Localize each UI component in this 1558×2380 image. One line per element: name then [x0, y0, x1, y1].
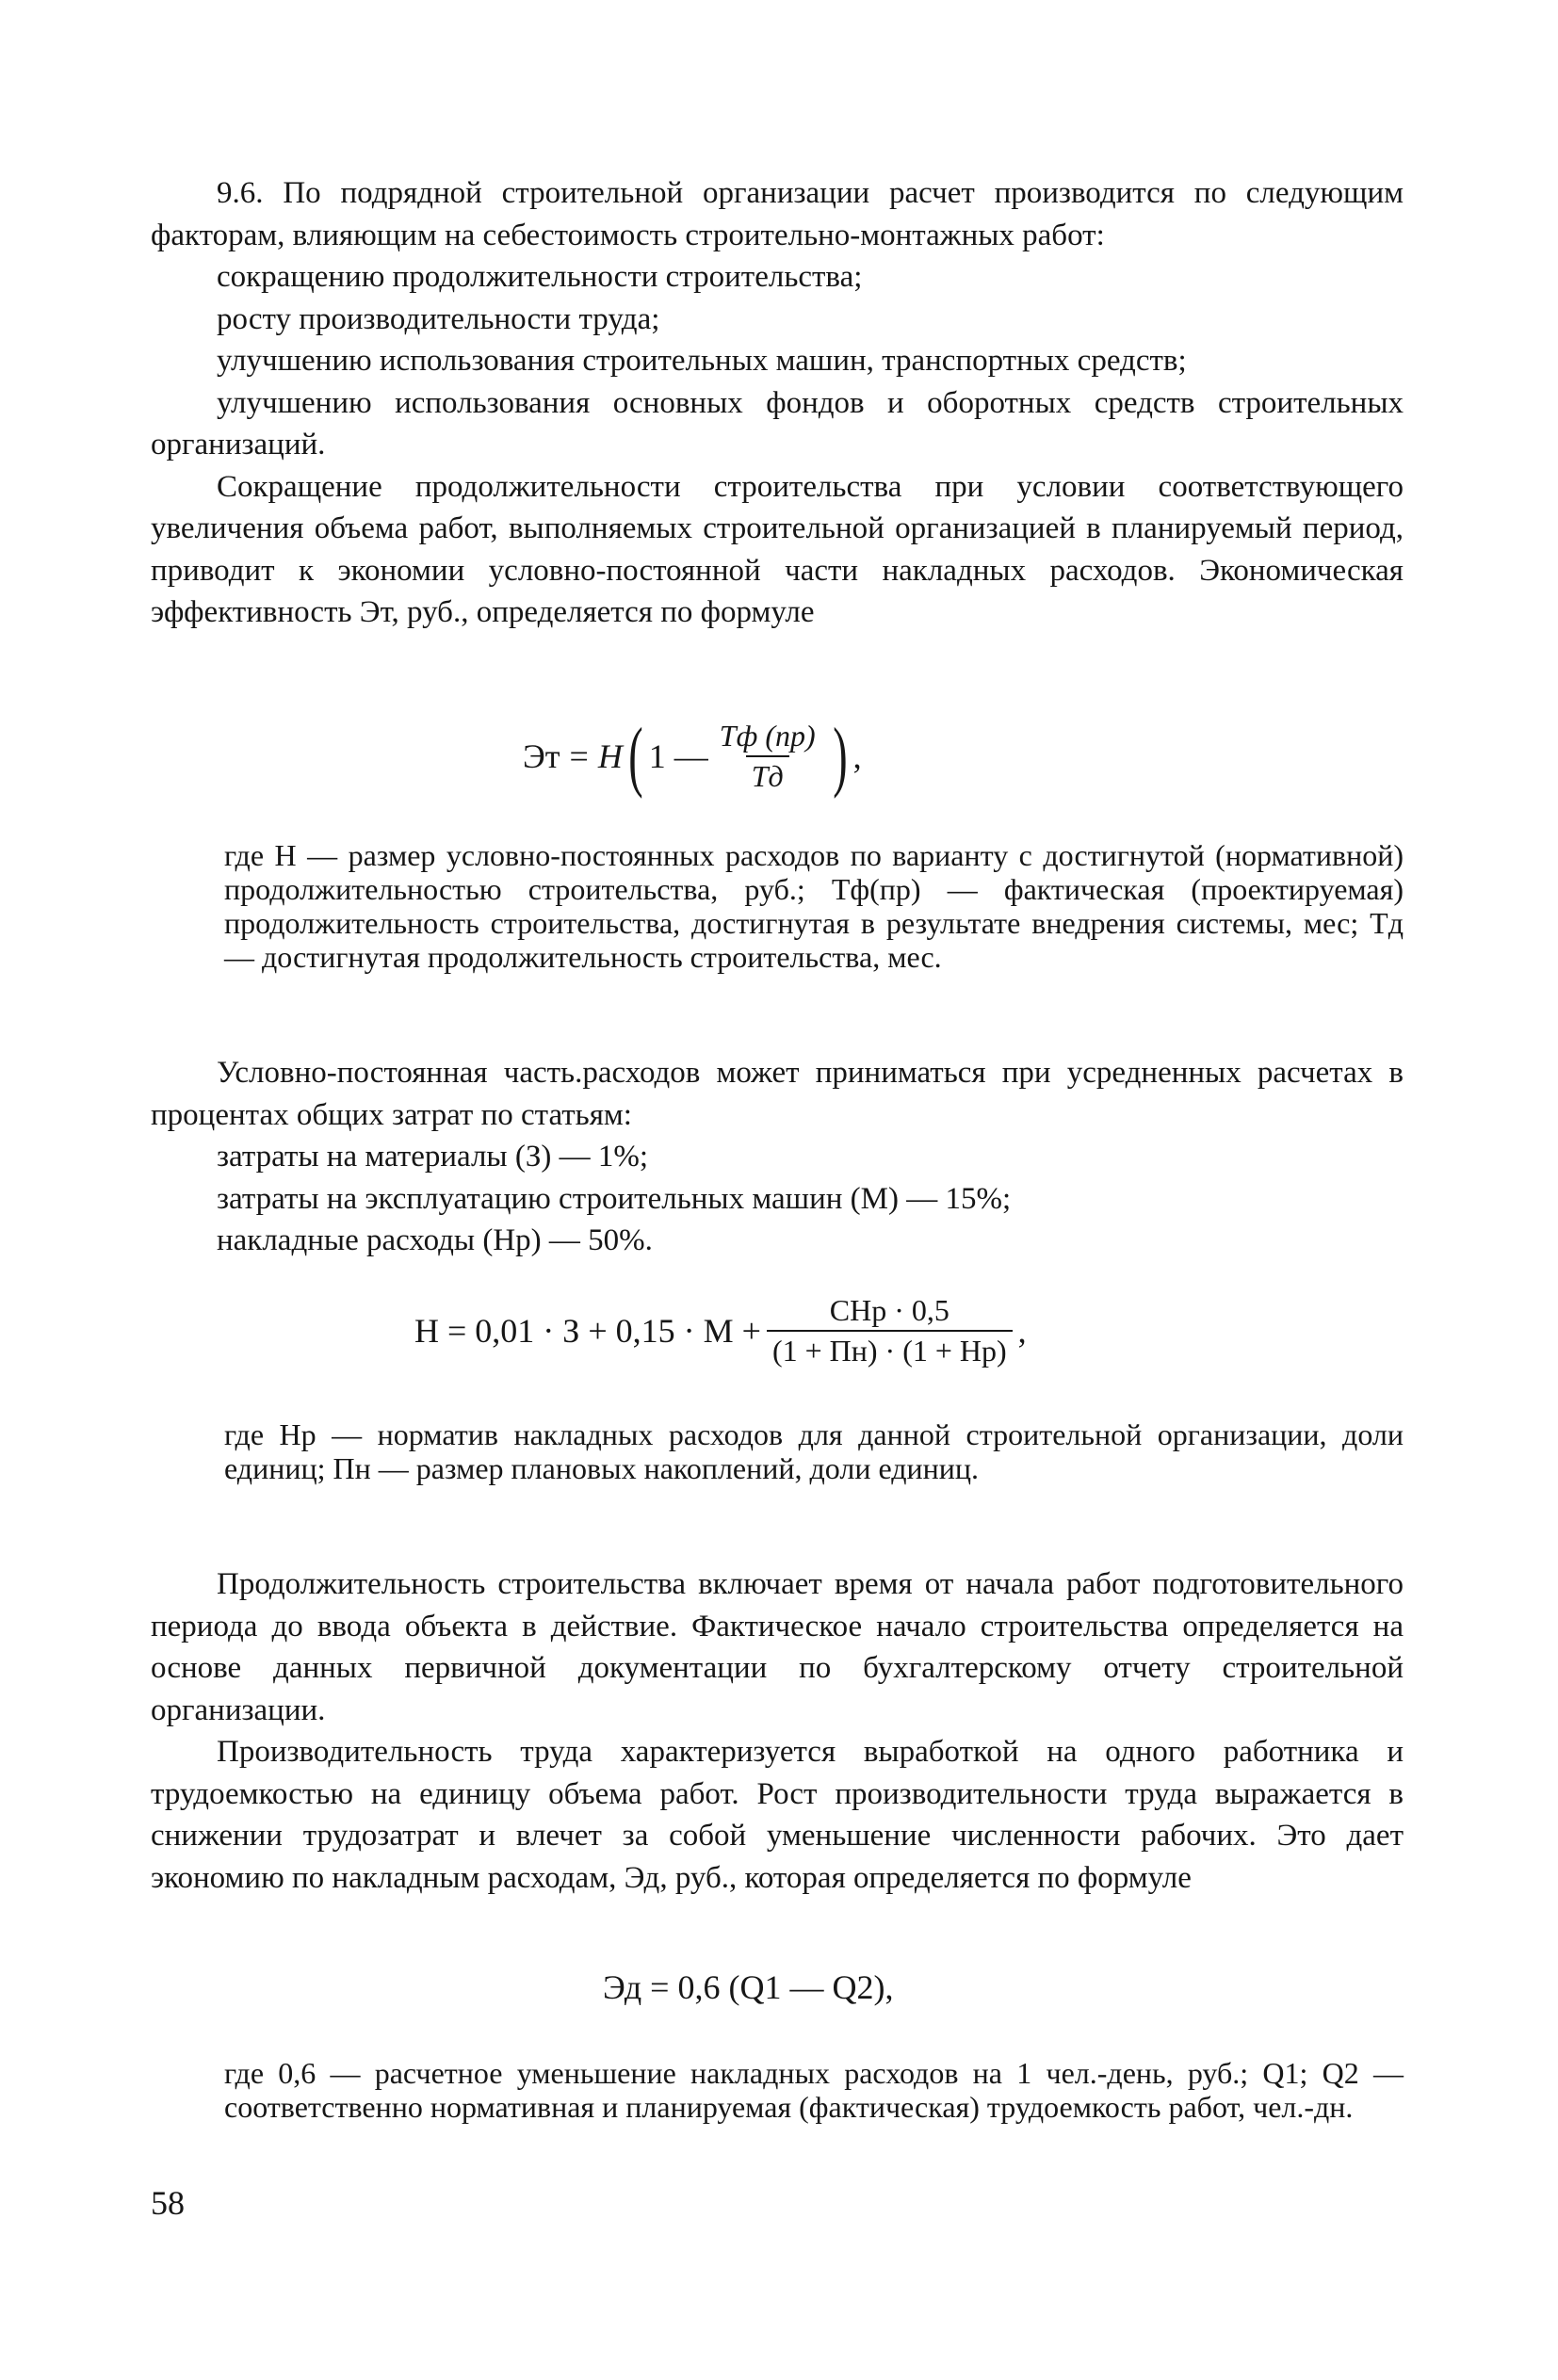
- list-item: улучшению использования основных фондов и оборотных средств строительных организаций.: [151, 385, 1404, 461]
- formula-tail: ,: [1017, 1312, 1027, 1350]
- formula-one-minus: 1 —: [648, 737, 708, 775]
- paragraph-duration: Продолжительность строительства включает время от начала работ подготовительного периода до ввода объекта в действие. Фактическое начало строительства определяется на основе данных первичной документации по бухгалтерскому отчету строительной организации.: [151, 1567, 1404, 1727]
- list-item: накладные расходы (Нр) — 50%.: [217, 1223, 653, 1257]
- fraction-numerator: Tф (пр): [719, 719, 816, 753]
- formula-h: [414, 1286, 1027, 1376]
- list-item: сокращению продолжительности строительства;: [217, 260, 863, 294]
- formula-h: H: [597, 737, 623, 775]
- formula-expression: Эд = 0,6 (Q1 — Q2),: [603, 1968, 894, 2006]
- page-number: 58: [151, 2184, 185, 2222]
- legend-text: где 0,6 — расчетное уменьшение накладных расходов на 1 чел.-день, руб.; Q1; Q2 — соответственно нормативная и планируемая (фактическая) трудоемкость работ, чел.-дн.: [224, 2056, 1404, 2124]
- formula-tail: ,: [852, 737, 862, 775]
- formula-fraction: [714, 719, 821, 794]
- formula-ed-legend: [224, 2056, 1404, 2124]
- formula-ed: [603, 1959, 893, 2016]
- section-productivity: [151, 1563, 1404, 1899]
- list-item: улучшению использования строительных машин, транспортных средств;: [217, 344, 1187, 378]
- list-item: затраты на материалы (З) — 1%;: [217, 1140, 649, 1174]
- formula-lhs: Н = 0,01 · З + 0,15 · М +: [414, 1312, 761, 1350]
- list-item: росту производительности труда;: [217, 301, 660, 336]
- paragraph-productivity: Производительность труда характеризуется выработкой на одного работника и трудоемкостью на единицу объема работ. Рост производительности труда выражается в снижении трудозатрат и влечет за собой уменьшение численности рабочих. Это дает экономию по накладным расходам, Эд, руб., которая определяется по формуле: [151, 1735, 1404, 1895]
- fraction-numerator: СНр · 0,5: [829, 1293, 949, 1327]
- paragraph-intro: 9.6. По подрядной строительной организации расчет производится по следующим факторам, влияющим на себестоимость строительно-монтажных работ:: [151, 176, 1404, 252]
- list-item: затраты на эксплуатацию строительных машин (М) — 15%;: [217, 1181, 1012, 1216]
- fraction-denominator: (1 + Пн) · (1 + Нр): [767, 1330, 1013, 1368]
- legend-text: где H — размер условно-постоянных расходов по варианту с достигнутой (нормативной) продолжительностью строительства, руб.; Tф(пр) — фактическая (проектируемая) продолжительность строительства, достигнутая в результате внедрения системы, мес; Tд — достигнутая продолжительность строительства, мес.: [224, 838, 1404, 974]
- formula-h-legend: [224, 1417, 1404, 1485]
- legend-text: где Нр — норматив накладных расходов для данной строительной организации, доли единиц; Пн — размер плановых накоплений, доли единиц.: [224, 1417, 1404, 1485]
- paragraph-duration-reduction: Сокращение продолжительности строительства при условии соответствующего увеличения объема работ, выполняемых строительной организацией в планируемый период, приводит к экономии условно-постоянной части накладных расходов. Экономическая эффективность Эт, руб., определяется по формуле: [151, 469, 1404, 629]
- fraction-denominator: Tд: [746, 755, 789, 794]
- formula-lhs: Эт: [523, 737, 560, 775]
- formula-et-legend: [224, 838, 1404, 974]
- section-9-6: [151, 172, 1404, 634]
- paragraph-intro: Условно-постоянная часть.расходов может приниматься при усредненных расчетах в процентах общих затрат по статьям:: [151, 1056, 1404, 1132]
- formula-et: Эт = H ( 1 — $\frac{Tф (пр)}{Tд}$ ) ,: [523, 712, 862, 800]
- formula-fraction: [767, 1293, 1013, 1368]
- section-overhead-share: [151, 1052, 1404, 1262]
